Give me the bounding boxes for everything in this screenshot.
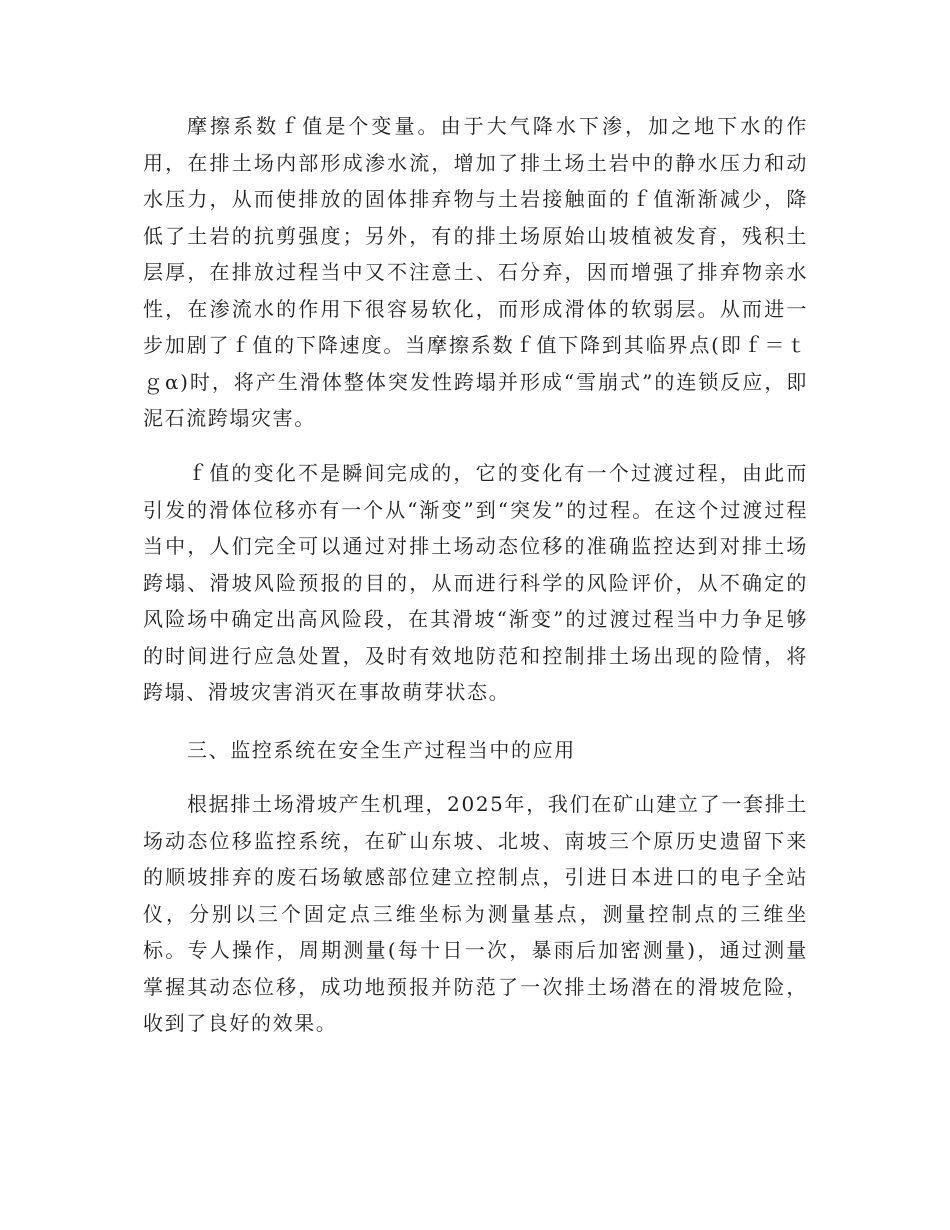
paragraph-monitoring-system: 根据排土场滑坡产生机理，2025年，我们在矿山建立了一套排土场动态位移监控系统，在矿山东坡、北坡、南坡三个原历史遗留下来的顺坡排弃的废石场敏感部位建立控制点，引进日本进口的电子全站仪，分别以三个固定点三维坐标为测量基点，测量控制点的三维坐标。专人操作，周期测量(每十日一次，暴雨后加密测量)，通过测量掌握其动态位移，成功地预报并防范了一次排土场潜在的滑坡危险，收到了良好的效果。: [143, 792, 808, 1035]
section-heading-monitoring-application: 三、监控系统在安全生产过程当中的应用: [187, 738, 576, 762]
paragraph-f-value-change: ｆ值的变化不是瞬间完成的，它的变化有一个过渡过程，由此而引发的滑体位移亦有一个从“渐变”到“突发”的过程。在这个过渡过程当中，人们完全可以通过对排土场动态位移的准确监控达到对排土场跨塌、滑坡风险预报的目的，从而进行科学的风险评价，从不确定的风险场中确定出高风险段，在其滑坡“渐变”的过渡过程当中力争足够的时间进行应急处置，及时有效地防范和控制排土场出现的险情，将跨塌、滑坡灾害消灭在事故萌芽状态。: [143, 461, 808, 704]
paragraph-friction-coefficient: 摩擦系数ｆ值是个变量。由于大气降水下渗，加之地下水的作用，在排土场内部形成渗水流，增加了排土场土岩中的静水压力和动水压力，从而使排放的固体排弃物与土岩接触面的ｆ值渐渐减少，降低了土岩的抗剪强度；另外，有的排土场原始山坡植被发育，残积土层厚，在排放过程当中又不注意土、石分弃，因而增强了排弃物亲水性，在渗流水的作用下很容易软化，而形成滑体的软弱层。从而进一步加剧了ｆ值的下降速度。当摩擦系数ｆ值下降到其临界点(即ｆ＝ｔｇα)时，将产生滑体整体突发性跨塌并形成“雪崩式”的连锁反应，即泥石流跨塌灾害。: [143, 114, 808, 430]
